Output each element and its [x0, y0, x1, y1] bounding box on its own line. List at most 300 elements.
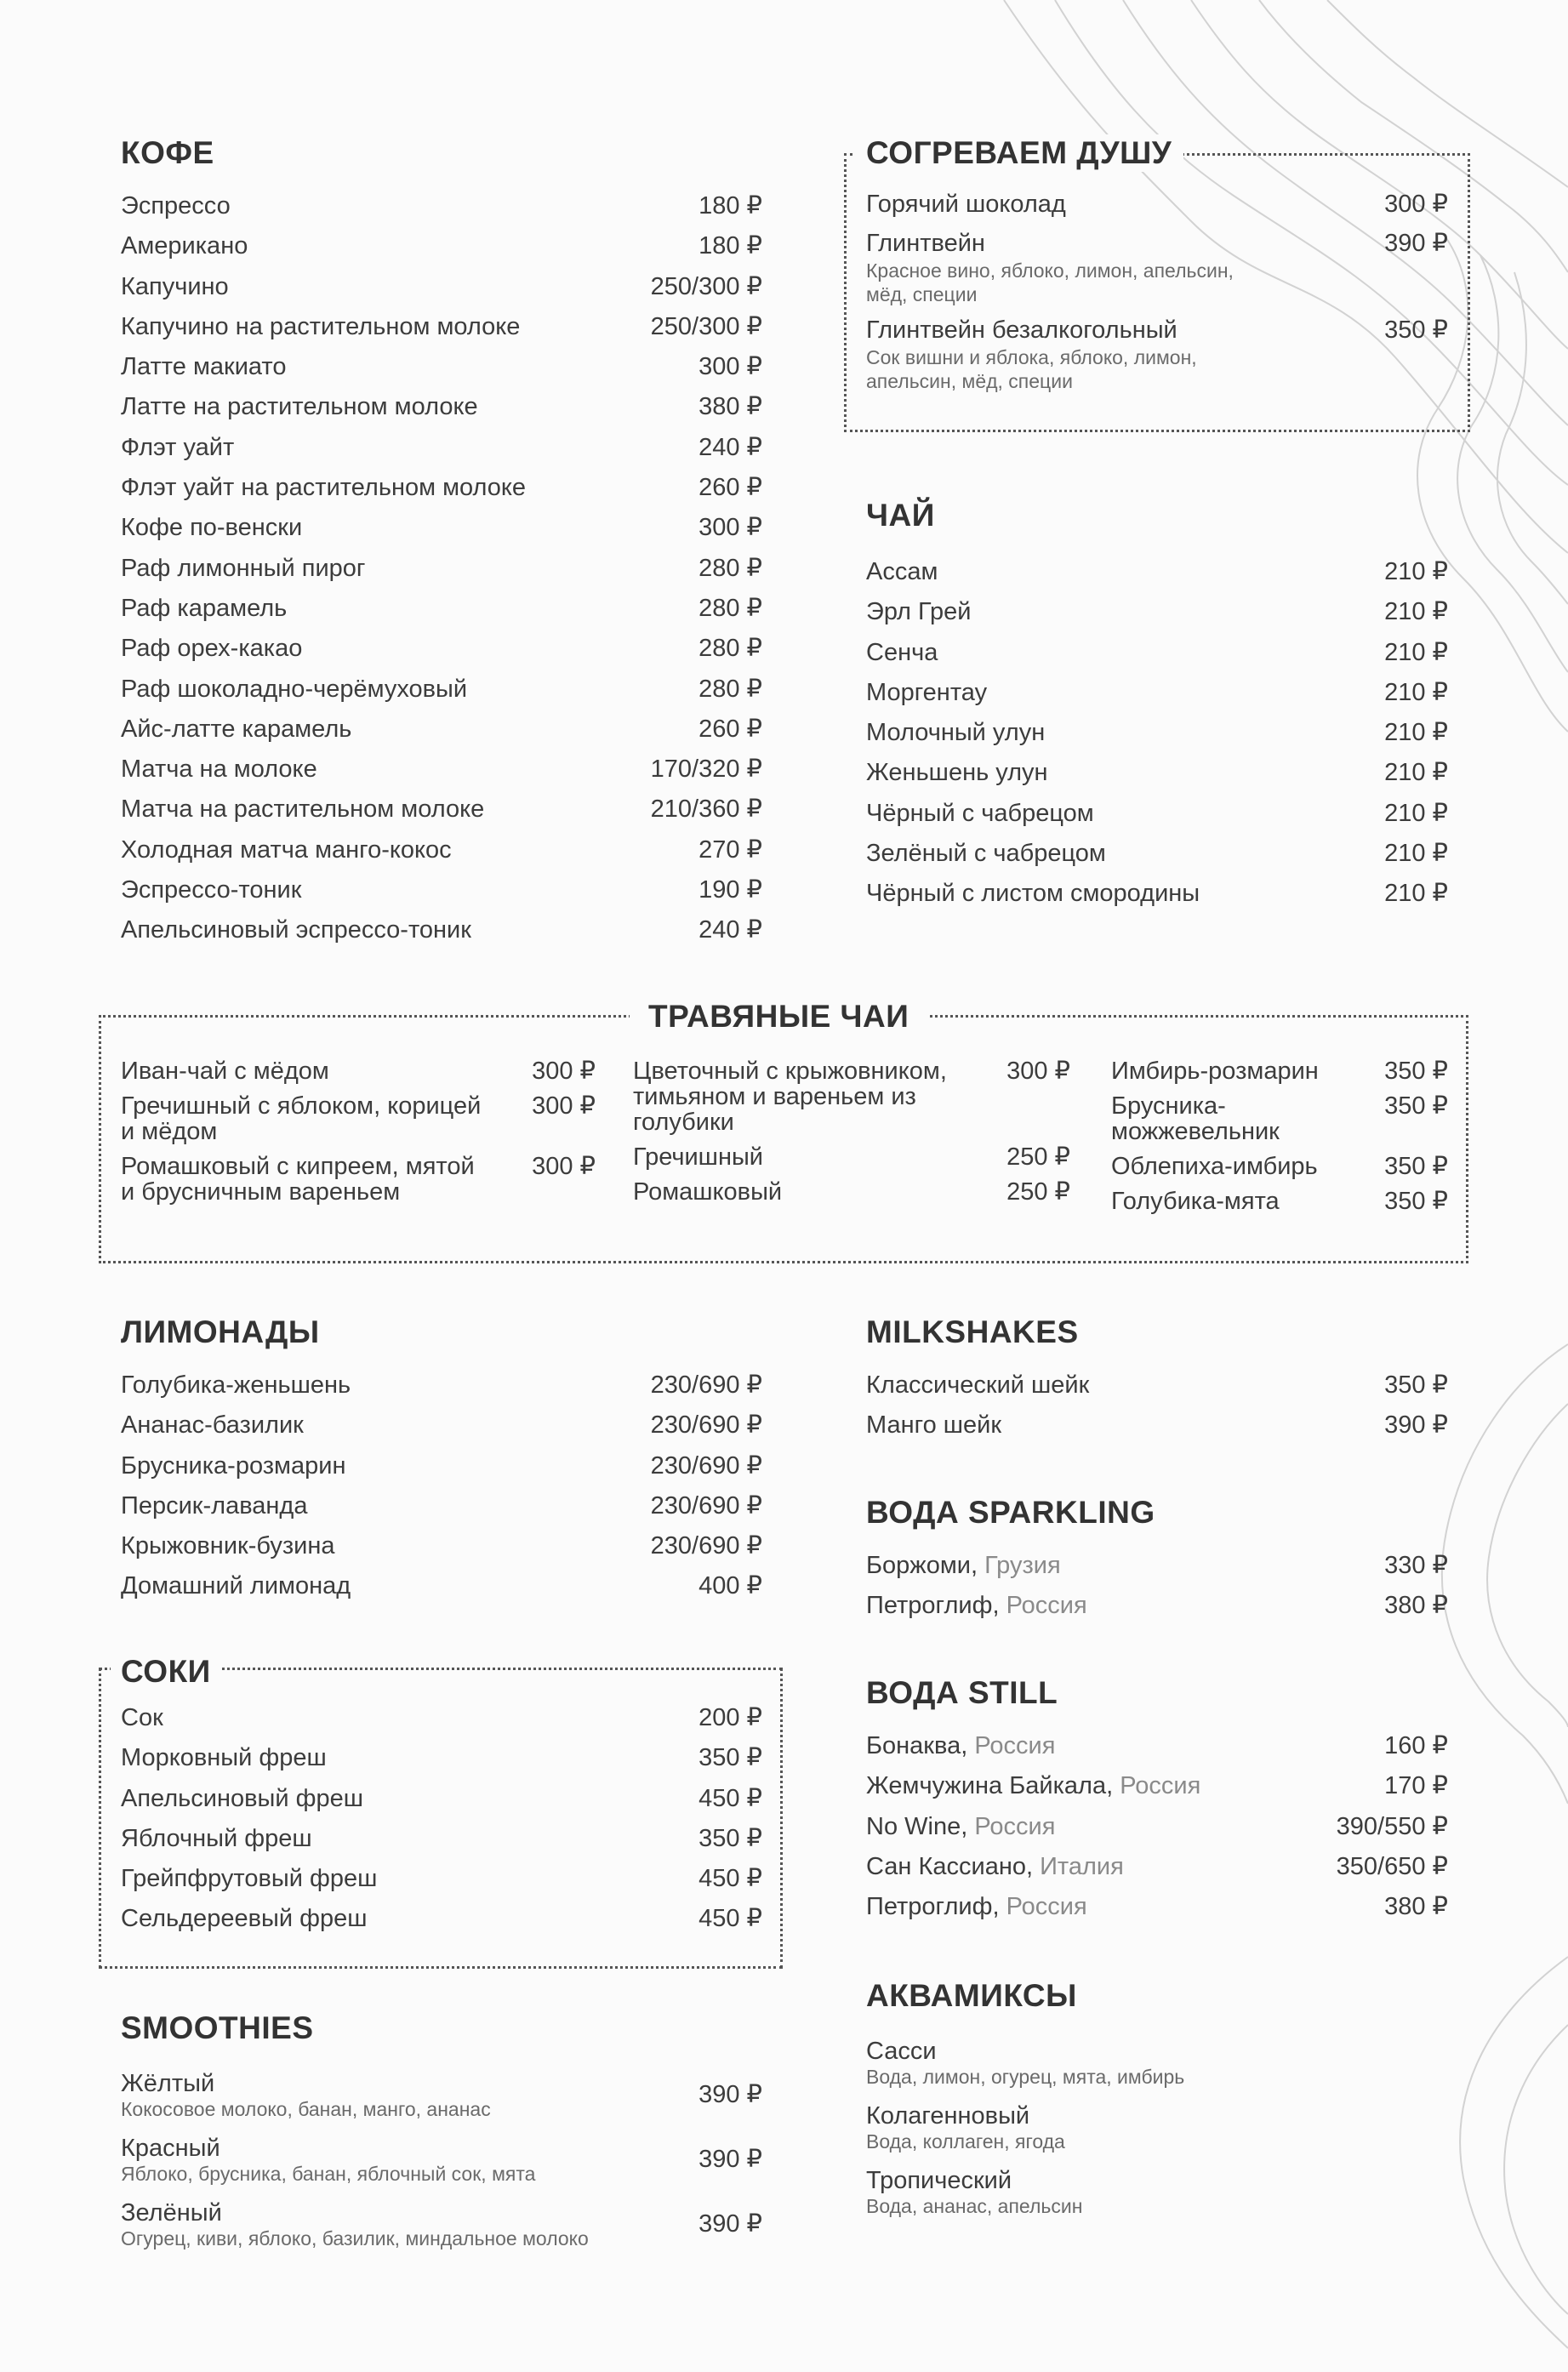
sparkling-section-title: ВОДА SPARKLING [866, 1495, 1155, 1530]
item-price: 400 ₽ [698, 1572, 762, 1600]
item-name [866, 717, 1045, 748]
item-name: Имбирь-розмарин [1111, 1058, 1319, 1085]
item-price: 450 ₽ [698, 1905, 762, 1933]
item-text [866, 315, 1240, 393]
item-text [866, 189, 1240, 220]
menu-item [121, 472, 762, 512]
item-name: Облепиха-имбирь [1111, 1153, 1318, 1180]
item-price: 300 ₽ [532, 1058, 596, 1085]
herbal-column-1 [121, 1058, 596, 1214]
menu-item [121, 311, 762, 351]
item-name-text: Моргентау [866, 678, 988, 706]
menu-item [866, 1370, 1448, 1410]
item-name [866, 1770, 1200, 1801]
item-name-text: Сан Кассиано, [866, 1852, 1041, 1880]
item-price: 270 ₽ [698, 835, 762, 864]
item-name [121, 1410, 304, 1440]
item-price: 300 ₽ [1006, 1058, 1070, 1085]
item-name-text: Флэт уайт на растительном молоке [121, 474, 527, 502]
menu-item [1111, 1189, 1448, 1214]
menu-item [866, 1550, 1448, 1590]
item-price: 350 ₽ [1384, 1092, 1448, 1120]
item-price: 240 ₽ [698, 433, 762, 461]
menu-item [121, 1571, 762, 1611]
item-name: Сасси [866, 2038, 937, 2065]
item-name-text: Холодная матча манго-кокос [121, 835, 452, 864]
item-name [121, 1823, 312, 1854]
item-name: Цветочный с крыжовником, тимьяном и вареньем из голубики [633, 1058, 947, 1136]
menu-item [866, 228, 1448, 306]
item-name [866, 637, 938, 668]
item-description: Красное вино, яблоко, лимон, апельсин, мёд, специи [866, 259, 1234, 305]
menu-item [121, 271, 762, 311]
item-text [121, 2069, 491, 2120]
item-name [866, 1811, 1055, 1842]
item-name [866, 1851, 1124, 1882]
item-name [121, 512, 302, 543]
item-price: 350/650 ₽ [1336, 1852, 1448, 1880]
still-section-title: ВОДА STILL [866, 1675, 1058, 1710]
milkshakes-list [866, 1370, 1448, 1451]
item-name [121, 754, 317, 784]
item-name: Тропический [866, 2167, 1012, 2194]
menu-item [866, 1590, 1448, 1630]
still-section [866, 1674, 1448, 1931]
item-name-text: Петроглиф, [866, 1592, 1006, 1620]
item-price: 210 ₽ [1384, 598, 1448, 626]
item-name-text: Матча на молоке [121, 756, 317, 784]
item-name-text: Ананас-базилик [121, 1411, 304, 1440]
menu-item [121, 1093, 596, 1144]
smoothies-list [121, 2069, 762, 2249]
item-name [866, 596, 972, 627]
item-price: 300 ₽ [1384, 191, 1448, 218]
item-name [866, 1550, 1061, 1581]
item-price: 210 ₽ [1384, 840, 1448, 868]
menu-item [121, 593, 762, 633]
menu-item [866, 717, 1448, 757]
item-price: 350 ₽ [1384, 1058, 1448, 1085]
item-price: 350 ₽ [698, 1824, 762, 1852]
item-description: Сок вишни и яблока, яблоко, лимон, апельсин, мёд, специи [866, 346, 1197, 392]
menu-item [121, 391, 762, 431]
coffee-section-title: КОФЕ [121, 135, 214, 170]
item-name-text: Брусника-розмарин [121, 1451, 346, 1480]
menu-item [121, 432, 762, 472]
menu-item [121, 1823, 762, 1863]
item-name [121, 191, 231, 221]
warm-section [866, 134, 1448, 402]
item-description: Яблоко, брусника, банан, яблочный сок, мята [121, 2163, 536, 2185]
item-name [121, 231, 248, 261]
item-name-text: Яблочный фреш [121, 1824, 312, 1852]
menu-item [121, 2069, 762, 2120]
item-name [121, 1903, 367, 1934]
item-country: Италия [1040, 1852, 1124, 1880]
item-price: 350 ₽ [698, 1744, 762, 1772]
item-name: Красный [121, 2135, 220, 2162]
menu-item [866, 1410, 1448, 1450]
lemonades-list [121, 1370, 762, 1611]
item-name [121, 1742, 327, 1773]
menu-item [866, 1731, 1448, 1770]
juices-section [121, 1653, 762, 1944]
item-name: Глинтвейн [866, 230, 985, 257]
item-price: 210 ₽ [1384, 759, 1448, 787]
menu-item [866, 637, 1448, 677]
menu-item [121, 754, 762, 794]
item-name [866, 1731, 1055, 1761]
menu-item [121, 1863, 762, 1903]
menu-item [866, 1891, 1448, 1931]
menu-item [1111, 1058, 1448, 1084]
item-name-text: Капучино [121, 272, 229, 300]
item-description: Огурец, киви, яблоко, базилик, миндальное молоко [121, 2227, 589, 2249]
herbal-section-title-tag [630, 998, 927, 1035]
item-price: 230/690 ₽ [650, 1532, 762, 1560]
lemonades-section-title: ЛИМОНАДЫ [121, 1314, 320, 1349]
item-description: Вода, лимон, огурец, мята, имбирь [866, 2066, 1185, 2088]
item-name-text: Флэт уайт [121, 433, 235, 461]
item-name [121, 1531, 334, 1561]
item-name-text: Морковный фреш [121, 1744, 327, 1772]
menu-item [866, 878, 1448, 918]
menu-item [121, 1410, 762, 1450]
item-name [866, 1891, 1087, 1922]
juices-list [121, 1702, 762, 1944]
menu-item [121, 512, 762, 552]
menu-item [866, 757, 1448, 797]
item-name-text: Жемчужина Байкала, [866, 1772, 1120, 1800]
item-name-text: Боржоми, [866, 1552, 985, 1579]
item-price: 250 ₽ [1006, 1178, 1070, 1206]
item-price: 210 ₽ [1384, 558, 1448, 585]
item-price: 250 ₽ [1006, 1143, 1070, 1171]
item-name-text: Кофе по-венски [121, 514, 303, 542]
menu-item [121, 915, 762, 955]
menu-item [121, 1451, 762, 1491]
item-name [121, 794, 484, 824]
tea-section-title: ЧАЙ [866, 498, 935, 533]
tea-section [866, 497, 1448, 919]
menu-item [121, 191, 762, 231]
item-price: 260 ₽ [698, 715, 762, 743]
item-name-text: Манго шейк [866, 1411, 1002, 1440]
menu-item [121, 553, 762, 593]
item-price: 260 ₽ [698, 474, 762, 502]
item-name [121, 553, 365, 584]
aquamix-list [866, 2037, 1448, 2217]
item-price: 280 ₽ [698, 635, 762, 663]
item-price: 250/300 ₽ [650, 312, 762, 340]
item-price: 230/690 ₽ [650, 1411, 762, 1440]
smoothies-section-title: SMOOTHIES [121, 2010, 314, 2045]
item-name-text: Молочный улун [866, 719, 1046, 747]
menu-item [866, 189, 1448, 220]
item-name-text: Женьшень улун [866, 759, 1048, 787]
menu-item [121, 1491, 762, 1531]
item-price: 300 ₽ [698, 514, 762, 542]
item-price: 250/300 ₽ [650, 272, 762, 300]
item-name-text: Сок [121, 1704, 163, 1731]
warm-list [866, 189, 1448, 393]
item-name: Ромашковый с кипреем, мятой и брусничным вареньем [121, 1153, 475, 1206]
item-name [121, 311, 520, 342]
item-price: 300 ₽ [532, 1153, 596, 1180]
item-price: 230/690 ₽ [650, 1491, 762, 1520]
item-name-text: Голубика-женьшень [121, 1371, 351, 1399]
menu-item [866, 2101, 1448, 2152]
item-name: Голубика-мята [1111, 1188, 1280, 1215]
coffee-section [121, 134, 762, 955]
item-price: 380 ₽ [1384, 1592, 1448, 1620]
item-name [121, 835, 452, 865]
item-price: 390/550 ₽ [1336, 1812, 1448, 1840]
item-price: 350 ₽ [1384, 1153, 1448, 1180]
menu-item [121, 835, 762, 875]
milkshakes-section [866, 1314, 1448, 1451]
item-text [121, 2134, 535, 2185]
menu-item [1111, 1093, 1448, 1144]
item-name: Зелёный [121, 2199, 222, 2227]
item-price: 280 ₽ [698, 675, 762, 703]
item-price: 300 ₽ [532, 1092, 596, 1120]
item-price: 170/320 ₽ [650, 756, 762, 784]
menu-item [121, 2198, 762, 2249]
item-price: 190 ₽ [698, 876, 762, 904]
item-name: Иван-чай с мёдом [121, 1058, 329, 1085]
menu-item [633, 1058, 1070, 1135]
menu-item [121, 714, 762, 754]
juices-section-title: СОКИ [121, 1654, 211, 1689]
item-name [121, 1491, 307, 1521]
item-price: 180 ₽ [698, 192, 762, 220]
menu-item [121, 1783, 762, 1823]
item-text [121, 2198, 589, 2249]
item-name-text: Айс-латте карамель [121, 715, 352, 743]
item-name [866, 838, 1106, 869]
menu-item [866, 1851, 1448, 1891]
menu-item [866, 1770, 1448, 1810]
menu-item [121, 633, 762, 673]
item-name [121, 1702, 163, 1733]
item-name: Брусника-можжевельник [1111, 1092, 1280, 1145]
item-price: 280 ₽ [698, 554, 762, 582]
item-price: 280 ₽ [698, 594, 762, 622]
herbal-column-2 [633, 1058, 1070, 1214]
item-name: Глинтвейн безалкогольный [866, 316, 1177, 344]
item-name-text: Эспрессо [121, 192, 231, 220]
menu-item [121, 1742, 762, 1782]
item-name: Гречишный [633, 1143, 764, 1171]
sparkling-section [866, 1494, 1448, 1631]
item-name [866, 1590, 1087, 1621]
item-name-text: Домашний лимонад [121, 1572, 351, 1600]
item-name [121, 674, 467, 704]
item-price: 210 ₽ [1384, 799, 1448, 827]
item-name-text: Сенча [866, 638, 938, 666]
item-country: Грузия [984, 1552, 1061, 1579]
item-name-text: Латте на растительном молоке [121, 393, 478, 421]
item-name-text: Чёрный с листом смородины [866, 880, 1200, 908]
item-price: 390 ₽ [698, 2210, 762, 2238]
item-price: 170 ₽ [1384, 1772, 1448, 1800]
item-price: 230/690 ₽ [650, 1451, 762, 1480]
menu-item [866, 315, 1448, 393]
item-price: 230/690 ₽ [650, 1371, 762, 1399]
menu-item [866, 596, 1448, 636]
item-name [121, 1451, 345, 1481]
item-name [121, 714, 351, 744]
item-name-text: Капучино на растительном молоке [121, 312, 521, 340]
item-name-text: Апельсиновый эспрессо-тоник [121, 916, 471, 944]
menu-item [121, 875, 762, 915]
item-name-text: Раф лимонный пирог [121, 554, 366, 582]
item-name-text: Персик-лаванда [121, 1491, 308, 1520]
item-country: Россия [1006, 1592, 1087, 1620]
item-price: 450 ₽ [698, 1865, 762, 1893]
item-name: Гречишный с яблоком, корицей и мёдом [121, 1092, 482, 1145]
item-price: 200 ₽ [698, 1704, 762, 1731]
item-text [866, 228, 1240, 306]
item-price: 350 ₽ [1384, 1188, 1448, 1215]
item-price: 330 ₽ [1384, 1552, 1448, 1579]
item-name [121, 271, 229, 302]
item-price: 240 ₽ [698, 916, 762, 944]
item-name [866, 556, 938, 587]
item-name [121, 1571, 351, 1601]
item-name [121, 391, 478, 422]
menu-item [866, 2166, 1448, 2217]
item-name-text: Крыжовник-бузина [121, 1532, 335, 1560]
menu-item [121, 1370, 762, 1410]
item-name-text: Зелёный с чабрецом [866, 840, 1106, 868]
item-name [866, 1410, 1001, 1440]
item-description: Вода, коллаген, ягода [866, 2130, 1065, 2152]
item-price: 350 ₽ [1384, 1371, 1448, 1399]
item-price: 210 ₽ [1384, 678, 1448, 706]
item-name-text: Эспрессо-тоник [121, 876, 302, 904]
item-country: Россия [1006, 1893, 1087, 1921]
menu-item [121, 1531, 762, 1571]
item-name [121, 1863, 377, 1894]
item-price: 210/360 ₽ [650, 795, 762, 824]
item-name: Горячий шоколад [866, 191, 1066, 218]
aquamix-section-title: АКВАМИКСЫ [866, 1978, 1077, 2013]
item-name [121, 633, 302, 664]
item-name-text: Чёрный с чабрецом [866, 799, 1094, 827]
menu-item [866, 2037, 1448, 2088]
item-name-text: Классический шейк [866, 1371, 1090, 1399]
item-price: 210 ₽ [1384, 719, 1448, 747]
item-name: Жёлтый [121, 2070, 215, 2097]
menu-item [121, 1903, 762, 1943]
menu-item [121, 231, 762, 271]
sparkling-list [866, 1550, 1448, 1631]
menu-item [866, 556, 1448, 596]
item-name-text: Эрл Грей [866, 598, 972, 626]
lemonades-section [121, 1314, 762, 1611]
menu-item [866, 1811, 1448, 1851]
item-name [866, 798, 1094, 829]
item-name [121, 915, 471, 945]
item-price: 300 ₽ [698, 353, 762, 381]
item-country: Россия [974, 1732, 1056, 1759]
item-price: 350 ₽ [1384, 316, 1448, 344]
item-name [121, 432, 234, 463]
item-name: Колагенновый [866, 2102, 1030, 2130]
item-name-text: Апельсиновый фреш [121, 1784, 363, 1812]
herbal-section-title: ТРАВЯНЫЕ ЧАИ [648, 999, 909, 1034]
menu-item [633, 1179, 1070, 1205]
item-price: 390 ₽ [1384, 1411, 1448, 1440]
item-name-text: Бонаква, [866, 1732, 975, 1759]
menu-item [121, 674, 762, 714]
menu-item [866, 798, 1448, 838]
item-name-text: No Wine, [866, 1812, 975, 1840]
item-price: 390 ₽ [698, 2146, 762, 2173]
item-name-text: Грейпфрутовый фреш [121, 1865, 378, 1893]
item-name-text: Матча на растительном молоке [121, 795, 485, 824]
item-name-text: Раф карамель [121, 594, 288, 622]
milkshakes-section-title: MILKSHAKES [866, 1314, 1079, 1349]
menu-item [121, 1154, 596, 1205]
coffee-list [121, 191, 762, 955]
item-price: 160 ₽ [1384, 1732, 1448, 1759]
item-name: Ромашковый [633, 1178, 783, 1206]
item-name [866, 878, 1200, 909]
menu-item [121, 794, 762, 834]
warm-section-title: СОГРЕВАЕМ ДУШУ [866, 135, 1172, 170]
menu-item [121, 351, 762, 391]
tea-list [866, 556, 1448, 919]
item-name-text: Ассам [866, 558, 938, 585]
item-name [866, 1370, 1089, 1400]
item-price: 210 ₽ [1384, 638, 1448, 666]
item-name [121, 472, 526, 503]
item-name-text: Латте макиато [121, 353, 287, 381]
herbal-column-3 [1111, 1058, 1448, 1223]
item-name-text: Раф орех-какао [121, 635, 303, 663]
menu-item [866, 838, 1448, 878]
item-name-text: Американо [121, 232, 248, 260]
item-price: 450 ₽ [698, 1784, 762, 1812]
item-price: 180 ₽ [698, 232, 762, 260]
item-price: 210 ₽ [1384, 880, 1448, 908]
menu-item [121, 1058, 596, 1084]
item-price: 380 ₽ [698, 393, 762, 421]
smoothies-section [121, 2010, 762, 2263]
item-name-text: Петроглиф, [866, 1893, 1006, 1921]
item-description: Вода, ананас, апельсин [866, 2195, 1083, 2217]
item-price: 390 ₽ [698, 2081, 762, 2108]
menu-item [121, 2134, 762, 2185]
item-country: Россия [1120, 1772, 1201, 1800]
item-name [121, 1370, 351, 1400]
item-name-text: Раф шоколадно-черёмуховый [121, 675, 468, 703]
item-name [121, 875, 301, 905]
menu-item [1111, 1154, 1448, 1179]
item-name-text: Сельдереевый фреш [121, 1905, 368, 1933]
item-name [121, 1783, 363, 1814]
item-name [121, 351, 286, 382]
item-country: Россия [974, 1812, 1056, 1840]
item-name [121, 593, 287, 624]
menu-item [121, 1702, 762, 1742]
item-name [866, 677, 987, 708]
item-name [866, 757, 1048, 788]
still-list [866, 1731, 1448, 1931]
